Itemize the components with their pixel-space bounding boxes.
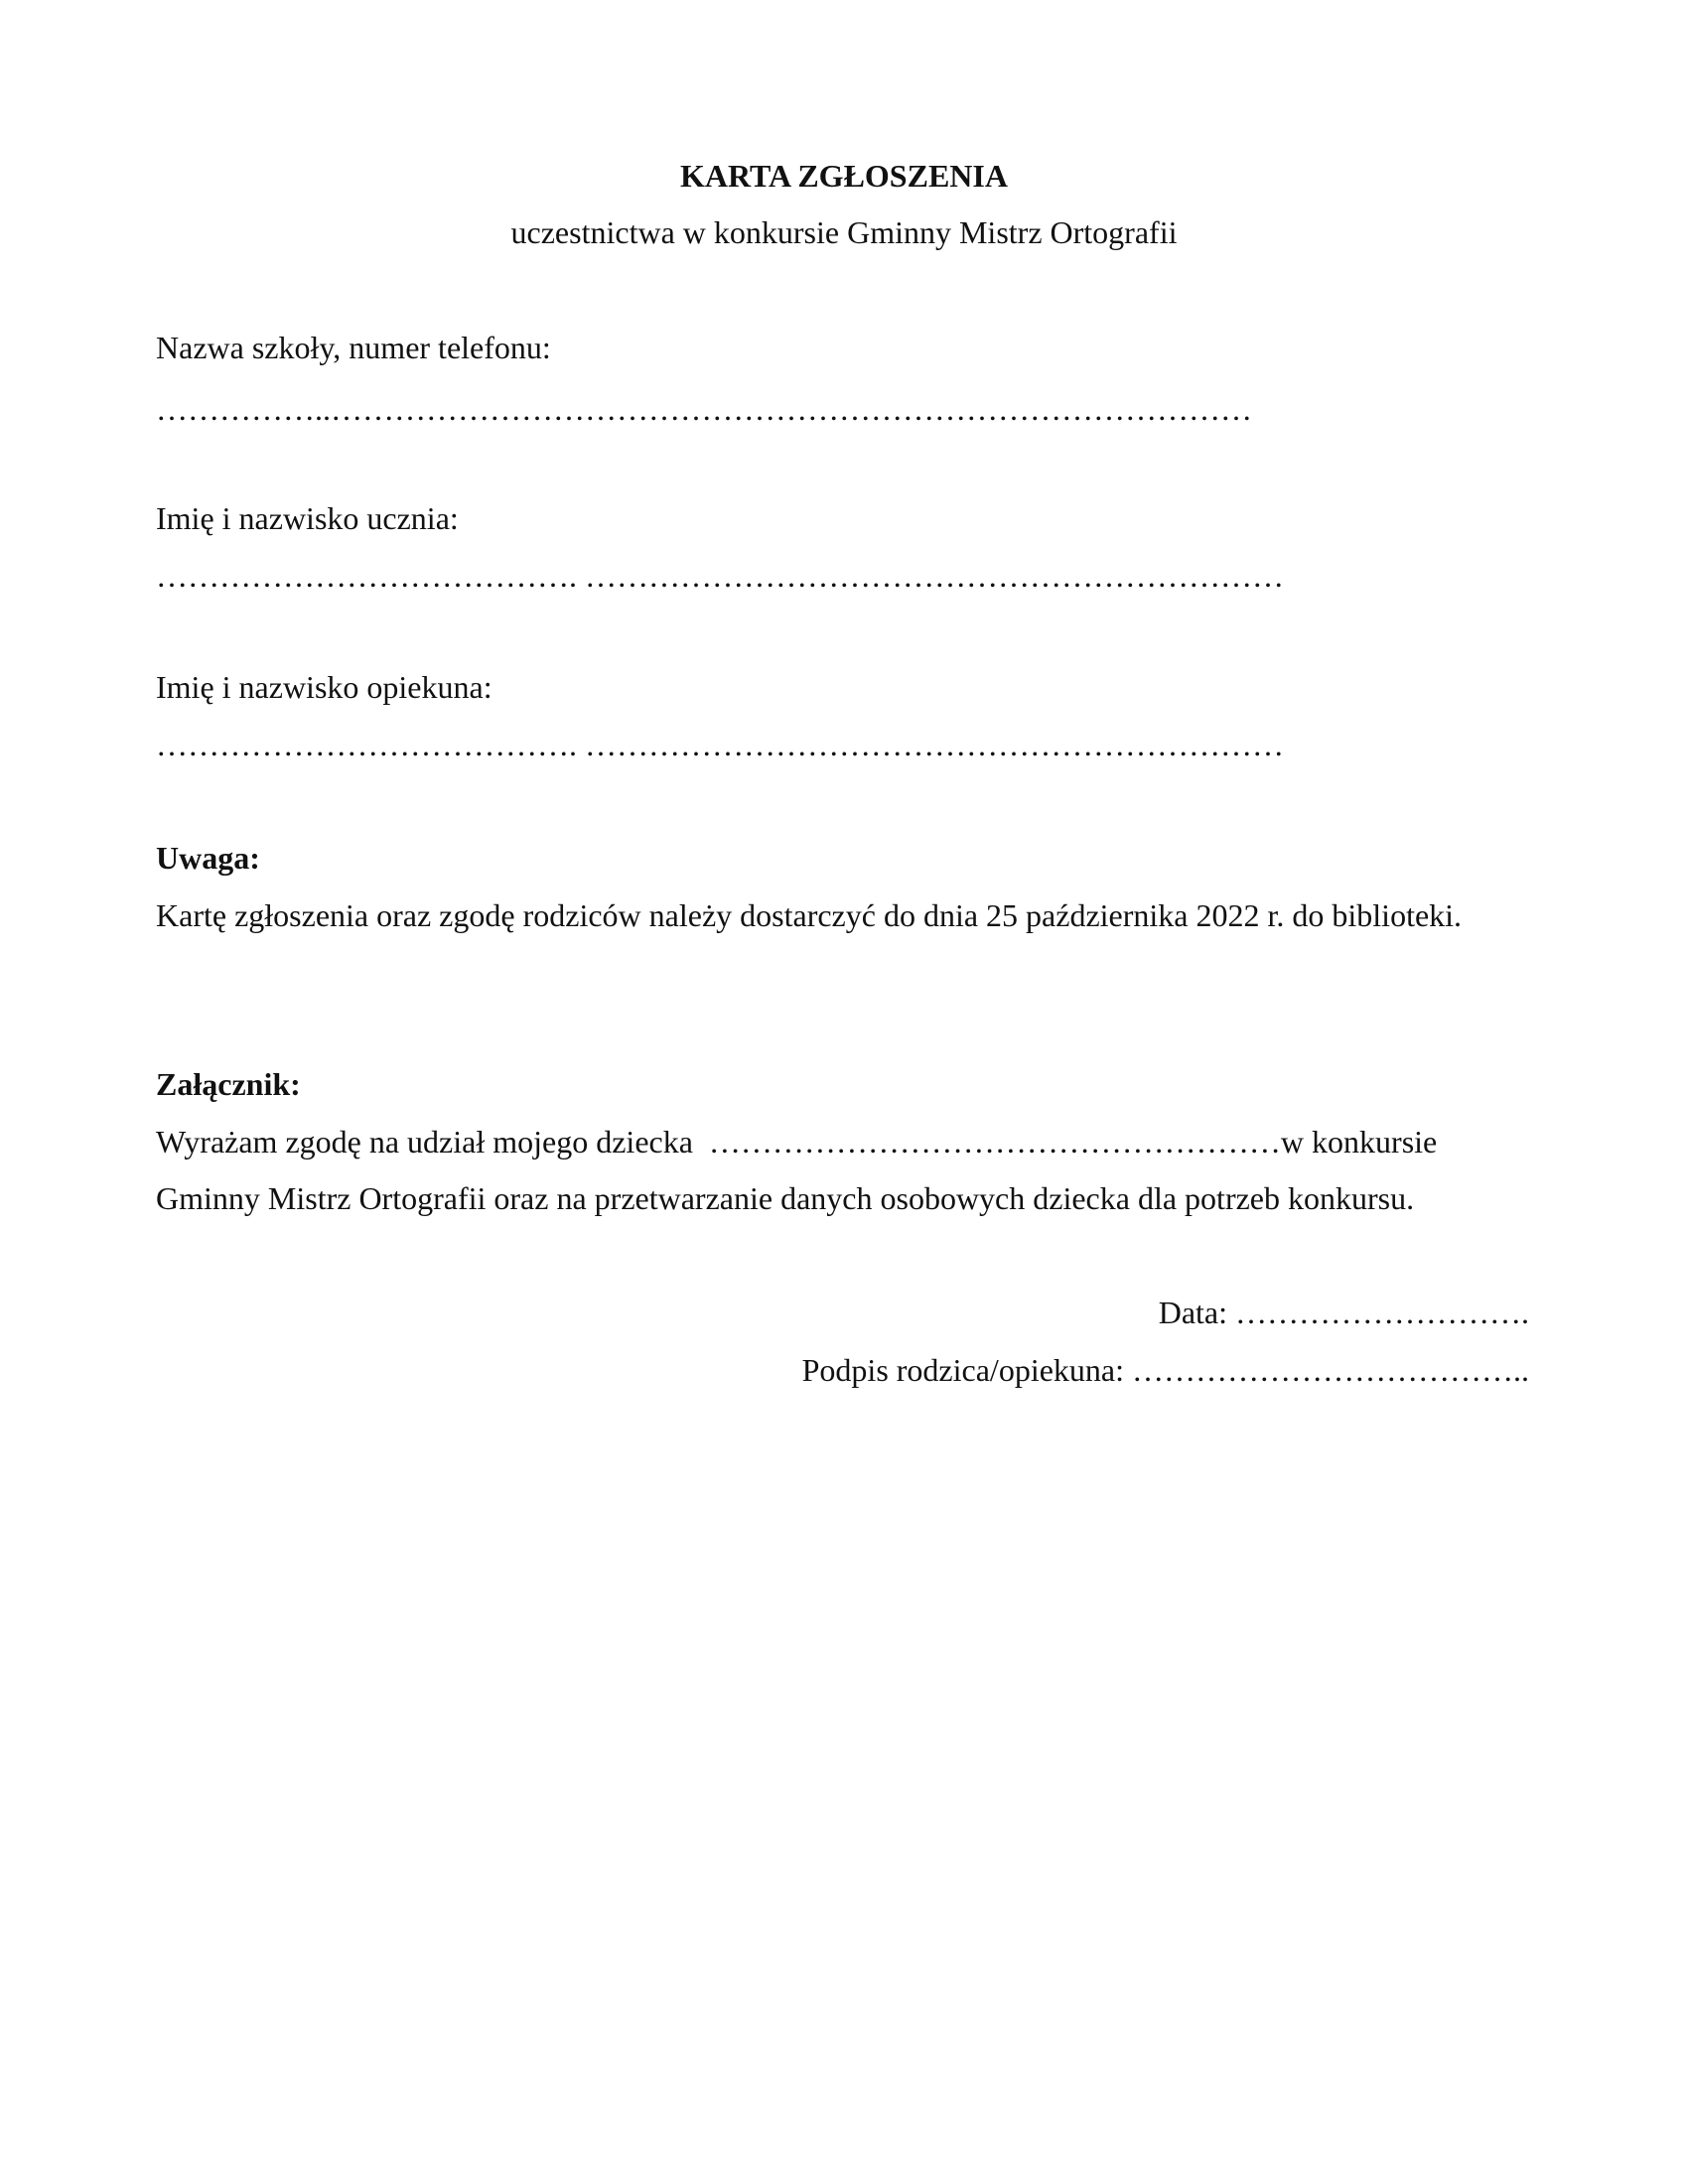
student-name-field[interactable]: …………………………………. ………………………………………………………… xyxy=(156,558,1284,594)
guardian-name-field[interactable]: …………………………………. ………………………………………………………… xyxy=(156,727,1284,762)
child-name-field[interactable]: ……………………………………………… xyxy=(708,1124,1281,1160)
consent-text-start: Wyrażam zgodę na udział mojego dziecka xyxy=(156,1124,709,1160)
note-text: Kartę zgłoszenia oraz zgodę rodziców należy dostarczyć do dnia 25 października 2022 r. do biblioteki. xyxy=(156,897,1463,933)
note-heading: Uwaga: xyxy=(156,840,260,876)
school-name-phone-field[interactable]: ……………..…………………………………………………………………………… xyxy=(156,391,1252,427)
date-field[interactable]: ………………………. xyxy=(1235,1295,1529,1330)
form-subtitle: uczestnictwa w konkursie Gminny Mistrz Ortografii xyxy=(510,214,1178,250)
school-name-phone-label: Nazwa szkoły, numer telefonu: xyxy=(156,330,551,365)
attachment-heading: Załącznik: xyxy=(156,1066,301,1102)
signature-field[interactable]: ……………………………….. xyxy=(1132,1352,1529,1388)
guardian-name-label: Imię i nazwisko opiekuna: xyxy=(156,669,492,705)
consent-line-2: Gminny Mistrz Ortografii oraz na przetwarzanie danych osobowych dziecka dla potrzeb konkursu. xyxy=(156,1180,1415,1216)
signature-label: Podpis rodzica/opiekuna: xyxy=(801,1352,1132,1388)
student-name-label: Imię i nazwisko ucznia: xyxy=(156,500,459,536)
date-row xyxy=(0,1293,1529,1332)
form-title: KARTA ZGŁOSZENIA xyxy=(680,158,1008,194)
consent-line-1 xyxy=(156,1122,1437,1161)
date-label: Data: xyxy=(1158,1295,1235,1330)
signature-row xyxy=(0,1350,1529,1390)
consent-text-end: w konkursie xyxy=(1280,1124,1438,1160)
